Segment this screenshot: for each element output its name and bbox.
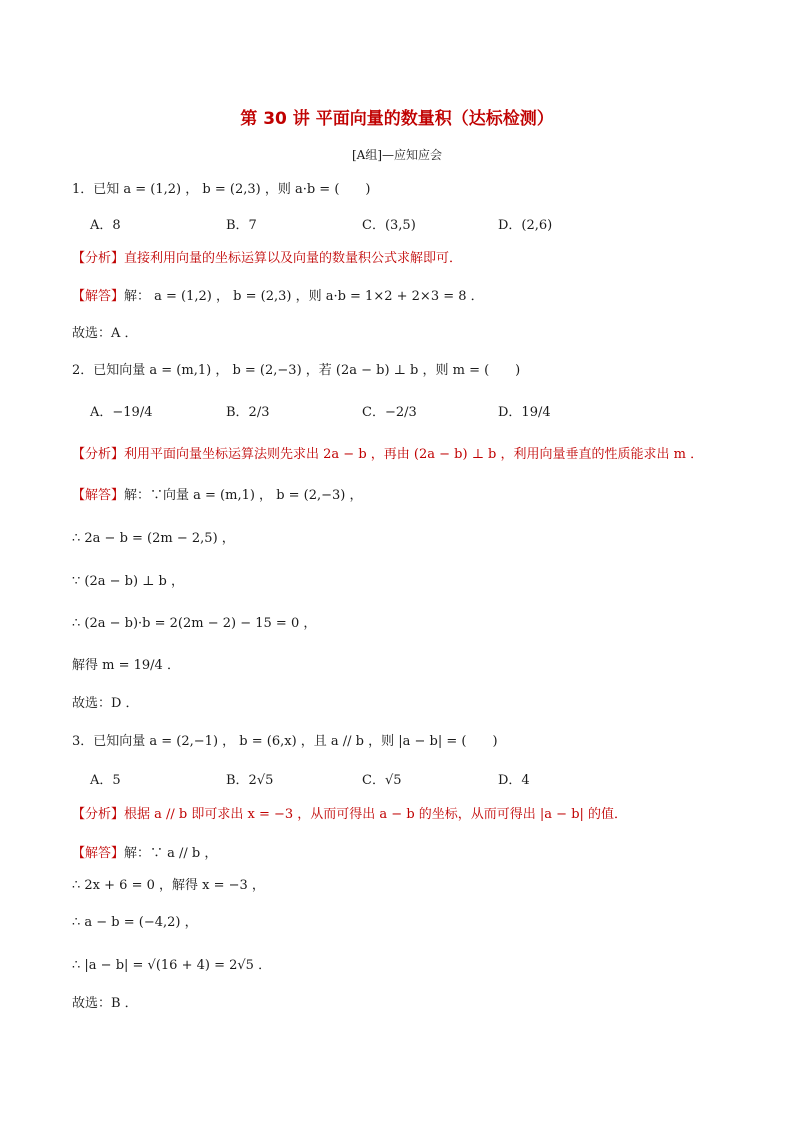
q2-stem: 2．已知向量 a = (m,1) ， b = (2,−3) ，若 (2a − b) ⊥ b ，则 m = ( ) [72, 363, 521, 378]
q3-stem: 3．已知向量 a = (2,−1) ， b = (6,x) ，且 a // b ，则 |a − b| = ( ) [72, 734, 498, 749]
q2-analysis-tag: 【分析】 [72, 447, 125, 462]
q3-analysis-tag: 【分析】 [72, 807, 125, 822]
q2-analysis-line [72, 446, 703, 464]
q3-option-d: D．4 [498, 773, 530, 788]
q2-answer-line [72, 487, 363, 505]
q3-step-3: ∴ |a − b| = √(16 + 4) = 2√5 ． [72, 958, 272, 973]
q3-analysis-text: 根据 a // b 即可求出 x = −3 ，从而可得出 a − b 的坐标，从而可得出 |a − b| 的值． [124, 807, 628, 822]
q1-option-d: D．(2,6) [498, 218, 553, 233]
q3-answer-text: 解：∵ a // b ， [124, 846, 218, 861]
q2-step-3: ∴ (2a − b)·b = 2(2m − 2) − 15 = 0 ， [72, 616, 317, 631]
q2-answer-tag: 【解答】 [72, 488, 125, 503]
q2-option-b: B．2/3 [226, 405, 270, 420]
q3-option-b: B．2√5 [226, 773, 274, 788]
q2-option-d: D．19/4 [498, 405, 551, 420]
q1-answer-line [72, 288, 484, 306]
q1-analysis-tag: 【分析】 [72, 251, 125, 266]
q3-analysis-line [72, 806, 627, 824]
q3-step-1: ∴ 2x + 6 = 0 ，解得 x = −3 ， [72, 878, 265, 893]
q3-step-2: ∴ a − b = (−4,2) ， [72, 915, 198, 930]
q3-choice: 故选：B ． [72, 996, 138, 1011]
page-title: 第 30 讲 平面向量的数量积（达标检测） [240, 109, 554, 129]
q1-option-c: C．(3,5) [362, 218, 416, 233]
q2-step-1: ∴ 2a − b = (2m − 2,5) ， [72, 531, 235, 546]
q1-choice: 故选：A ． [72, 326, 138, 341]
q1-analysis-line [72, 250, 462, 268]
q3-option-a: A．5 [90, 773, 121, 788]
q3-answer-line [72, 845, 217, 863]
q2-step-2: ∵ (2a − b) ⊥ b ， [72, 574, 184, 589]
q2-option-a: A．−19/4 [90, 405, 153, 420]
q2-option-c: C．−2/3 [362, 405, 417, 420]
q1-answer-tag: 【解答】 [72, 289, 125, 304]
q3-answer-tag: 【解答】 [72, 846, 125, 861]
q3-option-c: C．√5 [362, 773, 402, 788]
q1-stem: 1．已知 a = (1,2) ， b = (2,3) ，则 a·b = ( ) [72, 182, 371, 197]
q2-answer-text: 解：∵向量 a = (m,1) ， b = (2,−3) ， [124, 488, 363, 503]
q1-option-b: B．7 [226, 218, 257, 233]
q2-choice: 故选：D ． [72, 696, 139, 711]
section-subtitle: [A组]—应知应会 [351, 148, 443, 162]
q2-step-4: 解得 m = 19/4 ． [72, 658, 180, 673]
q1-answer-text: 解： a = (1,2) ， b = (2,3) ，则 a·b = 1×2 + 2×3 = 8 ． [124, 289, 484, 304]
q2-analysis-text: 利用平面向量坐标运算法则先求出 2a − b ，再由 (2a − b) ⊥ b ，利用向量垂直的性质能求出 m ． [124, 447, 704, 462]
q1-option-a: A．8 [90, 218, 121, 233]
q1-analysis-text: 直接利用向量的坐标运算以及向量的数量积公式求解即可． [124, 251, 463, 266]
